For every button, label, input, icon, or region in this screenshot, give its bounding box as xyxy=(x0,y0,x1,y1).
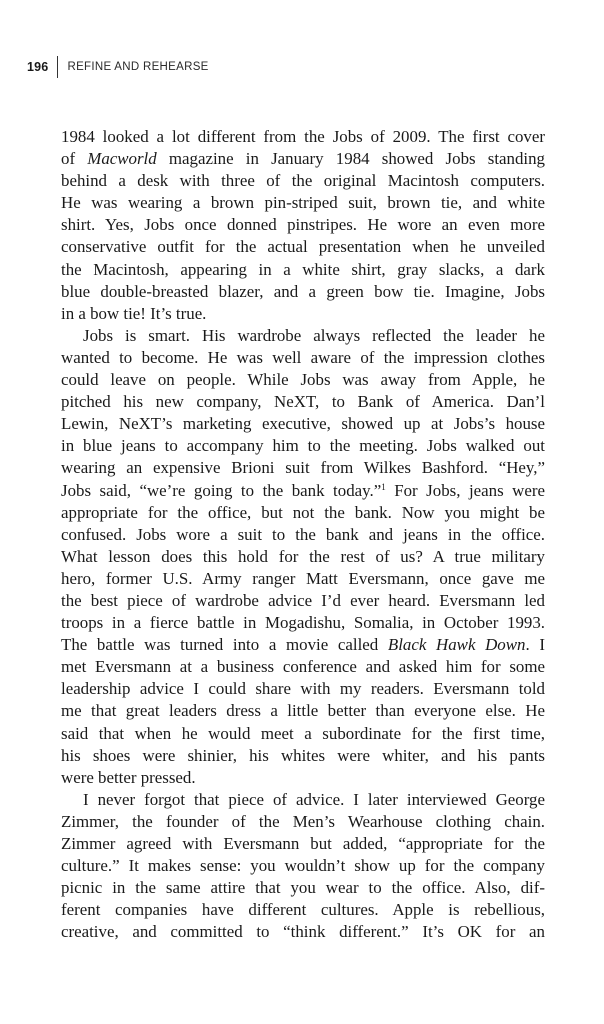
running-head xyxy=(27,56,209,78)
text-line xyxy=(61,899,545,921)
text-line xyxy=(61,369,545,391)
text-line xyxy=(61,325,545,347)
line-text: troops in a fierce battle in Mogadishu, Somalia, in October 1993. xyxy=(61,613,545,633)
text-line xyxy=(61,921,545,943)
text-line xyxy=(61,457,545,479)
line-text: conservative outfit for the actual presentation when he unveiled xyxy=(61,237,545,257)
text-line xyxy=(61,723,545,745)
line-text: 1984 looked a lot different from the Jobs of 2009. The first cover xyxy=(61,127,545,146)
line-text: his shoes were shinier, his whites were whiter, and his pants xyxy=(61,745,545,765)
line-text: blue double-breasted blazer, and a green bow tie. Imagine, Jobs xyxy=(61,281,545,301)
text-line xyxy=(61,700,545,722)
page-number: 196 xyxy=(27,60,49,74)
text-line xyxy=(61,568,545,590)
text-line xyxy=(61,656,545,678)
text-line xyxy=(61,767,545,789)
line-text: me that great leaders dress a little better than everyone else. He xyxy=(61,701,545,721)
body-text xyxy=(61,126,545,943)
text-line xyxy=(61,391,545,413)
line-text: met Eversmann at a business conference and asked him for some xyxy=(61,657,545,677)
line-text: behind a desk with three of the original Macintosh computers. xyxy=(61,171,545,191)
line-text: I never forgot that piece of advice. I later interviewed George xyxy=(83,789,545,809)
italic-title: Macworld xyxy=(87,149,157,169)
line-text: The battle was turned into a movie called xyxy=(61,635,388,655)
line-text: were better pressed. xyxy=(61,767,196,787)
line-text: pitched his new company, NeXT, to Bank of America. Dan’l xyxy=(61,392,545,412)
text-line xyxy=(61,546,545,568)
text-line xyxy=(61,126,545,148)
line-text: Zimmer, the founder of the Men’s Wearhouse clothing chain. xyxy=(61,811,545,831)
line-text: culture.” It makes sense: you wouldn’t show up for the company xyxy=(61,856,545,876)
text-line xyxy=(61,524,545,546)
text-line xyxy=(61,259,545,281)
text-line xyxy=(61,303,545,325)
line-text: said that when he would meet a subordinate for the first time, xyxy=(61,723,545,743)
line-text: in a bow tie! It’s true. xyxy=(61,303,207,323)
text-line xyxy=(61,745,545,767)
line-text: hero, former U.S. Army ranger Matt Eversmann, once gave me xyxy=(61,568,545,588)
line-text: picnic in the same attire that you wear to the office. Also, dif- xyxy=(61,878,545,898)
line-text: shirt. Yes, Jobs once donned pinstripes. He wore an even more xyxy=(61,215,545,235)
text-line xyxy=(61,634,545,656)
text-line xyxy=(61,877,545,899)
line-text: Zimmer agreed with Eversmann but added, “appropriate for the xyxy=(61,834,545,853)
header-divider xyxy=(57,56,58,78)
text-line xyxy=(61,789,545,811)
line-text: confused. Jobs wore a suit to the bank and jeans in the office. xyxy=(61,524,545,544)
line-text: Jobs is smart. His wardrobe always reflected the leader he xyxy=(83,325,545,345)
line-text: magazine in January 1984 showed Jobs standing xyxy=(156,149,545,169)
line-text: For Jobs, jeans were xyxy=(385,480,545,500)
line-text: of xyxy=(61,149,88,169)
line-text: What lesson does this hold for the rest of us? A true military xyxy=(61,546,545,566)
text-line xyxy=(61,236,545,258)
italic-title: Black Hawk Down xyxy=(387,635,526,655)
text-line xyxy=(61,833,545,855)
line-text: wanted to become. He was well aware of the impression clothes xyxy=(61,347,545,367)
line-text: leadership advice I could share with my readers. Eversmann told xyxy=(61,679,545,699)
text-line xyxy=(61,347,545,369)
line-text: wearing an expensive Brioni suit from Wilkes Bashford. “Hey,” xyxy=(61,458,545,478)
text-line xyxy=(61,502,545,524)
text-line xyxy=(61,192,545,214)
text-line xyxy=(61,811,545,833)
line-text: could leave on people. While Jobs was away from Apple, he xyxy=(61,370,545,390)
line-text: creative, and committed to “think different.” It’s OK for an xyxy=(61,922,545,942)
text-line xyxy=(61,435,545,457)
line-text: the Macintosh, appearing in a white shirt, gray slacks, a dark xyxy=(61,259,545,279)
line-text: in blue jeans to accompany him to the meeting. Jobs walked out xyxy=(61,436,545,456)
line-text: He was wearing a brown pin-striped suit, brown tie, and white xyxy=(61,193,545,213)
line-text: appropriate for the office, but not the bank. Now you might be xyxy=(61,502,545,522)
text-line xyxy=(61,170,545,192)
text-line xyxy=(61,148,545,170)
line-text: ferent companies have different cultures. Apple is rebellious, xyxy=(61,900,545,920)
line-text: Lewin, NeXT’s marketing executive, showed up at Jobs’s house xyxy=(61,414,545,434)
text-line xyxy=(61,214,545,236)
text-line xyxy=(61,413,545,435)
text-line xyxy=(61,281,545,303)
line-text: the best piece of wardrobe advice I’d ever heard. Eversmann led xyxy=(61,590,545,610)
text-line xyxy=(61,480,545,502)
text-line xyxy=(61,855,545,877)
text-line xyxy=(61,678,545,700)
line-text: Jobs said, “we’re going to the bank today.” xyxy=(61,480,382,500)
text-line xyxy=(61,590,545,612)
section-title: REFINE AND REHEARSE xyxy=(67,61,209,73)
footnote-marker: 1 xyxy=(381,481,386,492)
line-text: . I xyxy=(525,635,545,655)
text-line xyxy=(61,612,545,634)
